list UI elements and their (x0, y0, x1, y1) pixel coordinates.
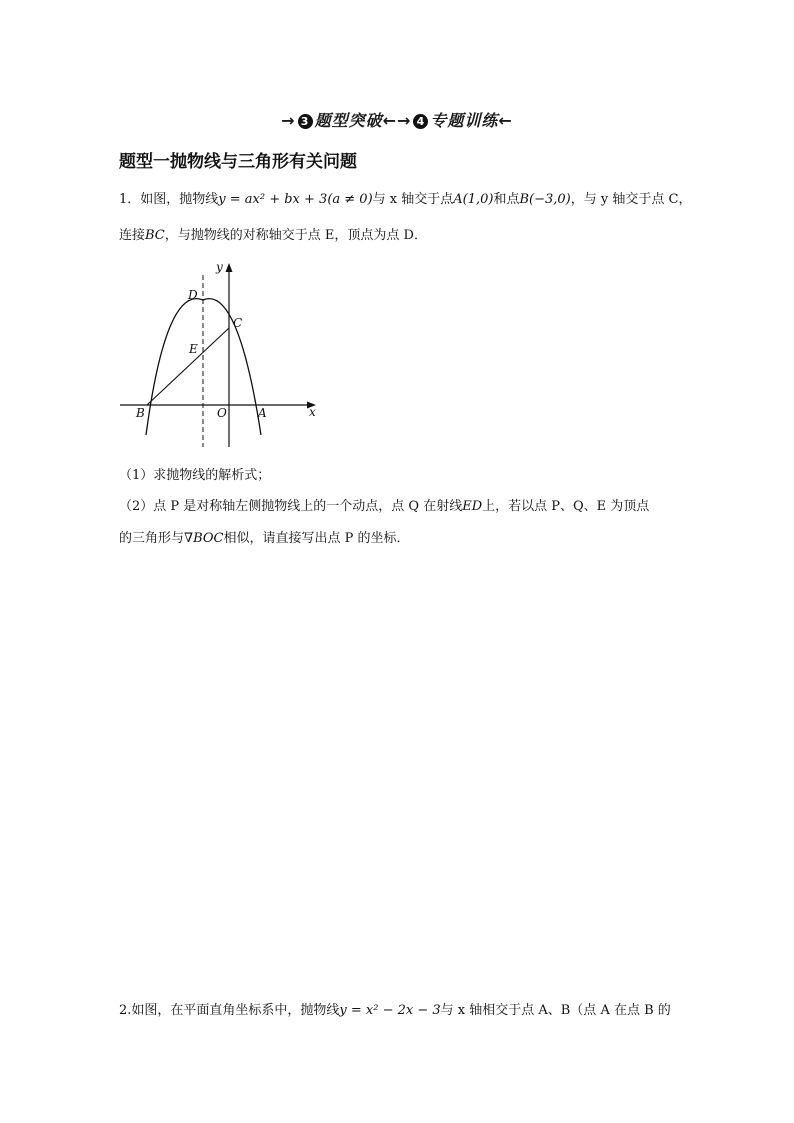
problem2-suffix: 与 x 轴相交于点 A、B（点 A 在点 B 的 (440, 1003, 671, 1018)
part1-question: （1）求抛物线的解析式； (119, 468, 271, 483)
problem1-equation: y = ax² + bx + 3(a ≠ 0) (218, 192, 373, 207)
banner-arrow-right: ← (498, 111, 513, 130)
step4-label: 专题训练 (430, 111, 499, 130)
step3-badge: 3 (298, 114, 313, 129)
ray-ed: ED (462, 499, 483, 514)
problem1-statement (119, 190, 691, 210)
step3-label: 题型突破 (314, 111, 383, 130)
part2-line2-suffix: 相似，请直接写出点 P 的坐标． (223, 531, 410, 546)
label-x: x (309, 405, 316, 419)
step4-badge: 4 (413, 114, 428, 129)
part2-suffix: 上，若以点 P、Q、E 为顶点 (482, 499, 650, 514)
problem2-equation: y = x² − 2x − 3 (339, 1003, 441, 1018)
part2-line2-prefix: 的三角形与 (119, 531, 185, 546)
label-o: O (217, 406, 227, 420)
label-b: B (136, 406, 145, 420)
section-banner (0, 108, 794, 131)
line2-prefix: 连接 (119, 228, 146, 243)
segment-bc-line (147, 328, 229, 405)
section-title: 题型一抛物线与三角形有关问题 (119, 152, 357, 172)
segment-bc: BC (145, 228, 165, 243)
problem1-prefix: 1．如图，抛物线 (119, 192, 219, 207)
y-axis-arrow (226, 263, 233, 272)
problem2-statement (119, 1001, 671, 1021)
point-a: A(1,0) (453, 192, 494, 207)
problem1-mid2: 和点 (493, 192, 520, 207)
label-c: C (233, 316, 243, 330)
label-a: A (258, 406, 267, 420)
label-d: D (188, 288, 198, 302)
problem1-mid1: 与 x 轴交于点 (372, 192, 454, 207)
label-e: E (189, 342, 198, 356)
problem1-statement-line2 (119, 226, 427, 246)
problem1-suffix: ，与 y 轴交于点 C， (570, 192, 692, 207)
label-y: y (216, 260, 223, 274)
triangle-boc: ∇BOC (184, 531, 224, 546)
banner-arrow-left: → (281, 111, 296, 130)
part2-question-line1 (119, 497, 649, 517)
banner-middle-arrows: ←→ (382, 111, 412, 130)
part2-prefix: （2）点 P 是对称轴左侧抛物线上的一个动点，点 Q 在射线 (119, 499, 463, 514)
point-b: B(−3,0) (519, 192, 571, 207)
part2-question-line2 (119, 529, 410, 549)
line2-suffix: ，与抛物线的对称轴交于点 E，顶点为点 D． (164, 228, 427, 243)
parabola-figure (118, 255, 323, 450)
problem2-prefix: 2.如图，在平面直角坐标系中，抛物线 (119, 1003, 340, 1018)
